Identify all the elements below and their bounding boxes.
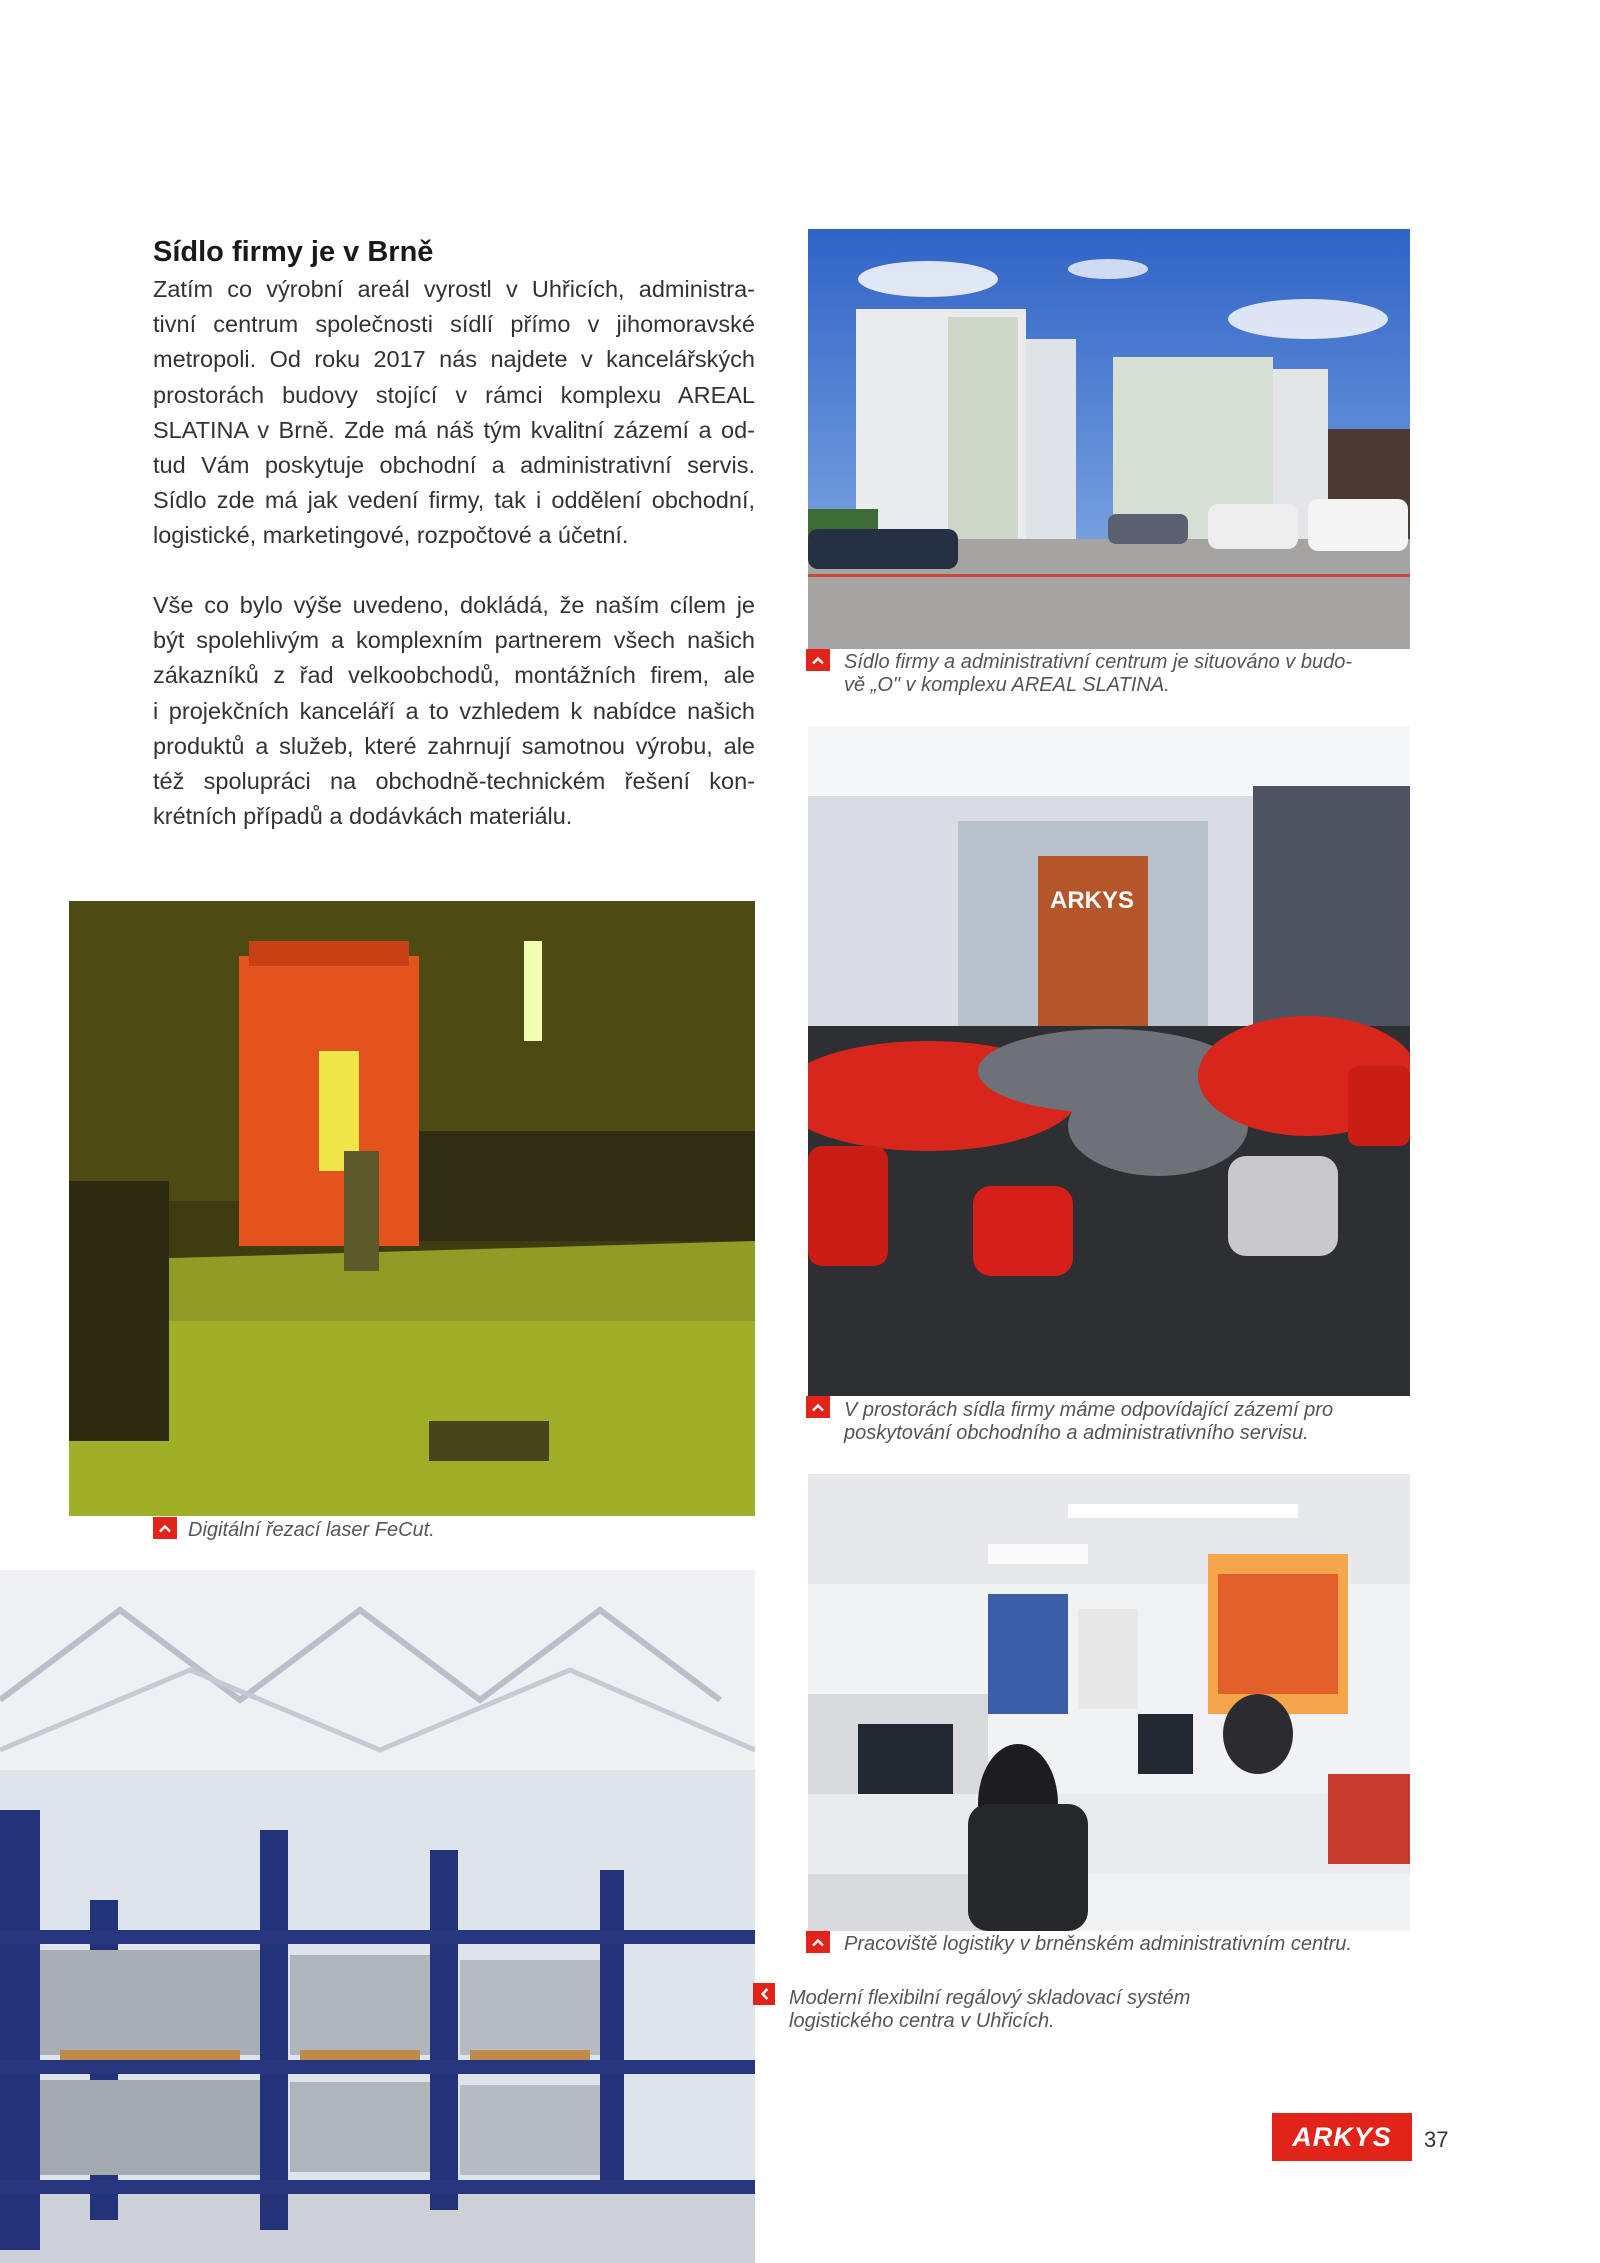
laser-photo — [69, 901, 755, 1516]
caption-marker-up-icon — [806, 1931, 830, 1953]
caption-warehouse — [789, 1987, 1190, 2033]
paragraph-line: logistické, marketingové, rozpočtové a účetní. — [153, 522, 629, 549]
paragraph-line: zákazníků z řad velkoobchodů, montážních firem, ale — [153, 662, 755, 689]
paragraph-line: i projekčních kanceláří a to vzhledem k nabídce našich — [153, 697, 755, 724]
caption-line: poskytování obchodního a administrativního servisu. — [844, 1422, 1309, 1444]
meeting-room-photo — [808, 726, 1410, 1396]
warehouse-photo — [0, 1570, 755, 2263]
caption-line: V prostorách sídla firmy máme odpovídající zázemí pro — [844, 1399, 1334, 1421]
caption-meeting — [844, 1399, 1419, 1445]
caption-line: Sídlo firmy a administrativní centrum je situováno v budo- — [844, 651, 1352, 673]
arkys-logo: ARKYS — [1272, 2113, 1412, 2161]
paragraph-line: tivní centrum společnosti sídlí přímo v jihomoravské — [153, 311, 755, 338]
paragraph-line: produktů a služeb, které zahrnují samotnou výrobu, ale — [153, 732, 755, 759]
paragraph-line: prostorách budovy stojící v rámci komplexu AREAL — [153, 381, 755, 408]
paragraph-line: být spolehlivým a komplexním partnerem všech našich — [153, 627, 755, 654]
caption-marker-up-icon — [153, 1517, 177, 1539]
article-heading: Sídlo firmy je v Brně — [153, 236, 434, 268]
caption-marker-up-icon — [806, 649, 830, 671]
paragraph-line: též spolupráci na obchodně-technickém řešení kon- — [153, 768, 755, 795]
paragraph-line: Vše co bylo výše uvedeno, dokládá, že naším cílem je — [153, 592, 755, 618]
article-paragraph-2 — [153, 588, 755, 834]
caption-building — [844, 651, 1419, 697]
building-photo — [808, 229, 1410, 649]
paragraph-line: metropoli. Od roku 2017 nás najdete v kancelářských — [153, 346, 755, 373]
caption-line: vě „O" v komplexu AREAL SLATINA. — [844, 674, 1170, 696]
caption-office: Pracoviště logistiky v brněnském administrativním centru. — [844, 1933, 1352, 1955]
caption-laser: Digitální řezací laser FeCut. — [188, 1519, 435, 1541]
article-paragraph-1 — [153, 272, 755, 554]
paragraph-line: Sídlo zde má jak vedení firmy, tak i oddělení obchodní, — [153, 487, 755, 514]
caption-marker-left-icon — [753, 1983, 775, 2005]
paragraph-line: Zatím co výrobní areál vyrostl v Uhřicích, administra- — [153, 276, 755, 302]
meeting-wall-logo: ARKYS — [1050, 887, 1135, 914]
caption-line: Moderní flexibilní regálový skladovací systém — [789, 1987, 1191, 2009]
paragraph-line: tud Vám poskytuje obchodní a administrativní servis. — [153, 452, 755, 479]
caption-line: logistického centra v Uhřicích. — [789, 2010, 1055, 2032]
paragraph-line: krétních případů a dodávkách materiálu. — [153, 803, 573, 830]
office-photo — [808, 1474, 1410, 1931]
paragraph-line: SLATINA v Brně. Zde má náš tým kvalitní zázemí a od- — [153, 416, 755, 443]
caption-marker-up-icon — [806, 1396, 830, 1418]
page-number: 37 — [1424, 2127, 1449, 2152]
